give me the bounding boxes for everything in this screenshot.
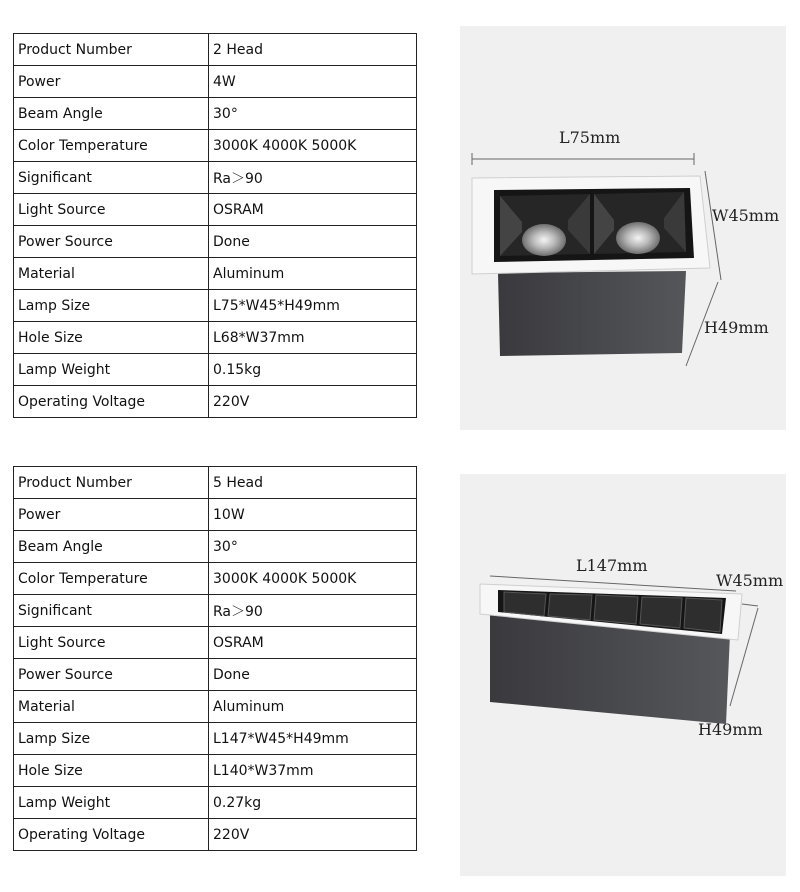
spec-label: Power (14, 499, 209, 531)
spec-label: Color Temperature (14, 563, 209, 595)
spec-value: L140*W37mm (209, 755, 417, 787)
table-row (14, 66, 417, 98)
table-row (14, 531, 417, 563)
spec-value: L75*W45*H49mm (209, 290, 417, 322)
spec-label: Operating Voltage (14, 386, 209, 418)
spec-value: 30° (209, 98, 417, 130)
width-dimension-label: W45mm (712, 206, 780, 225)
spec-label: Power (14, 66, 209, 98)
spec-label: Beam Angle (14, 98, 209, 130)
spec-label: Significant (14, 162, 209, 194)
table-row (14, 787, 417, 819)
table-row (14, 819, 417, 851)
spec-label: Lamp Weight (14, 787, 209, 819)
spec-value: Done (209, 226, 417, 258)
table-row (14, 386, 417, 418)
table-row (14, 499, 417, 531)
spec-label: Material (14, 691, 209, 723)
spec-label: Light Source (14, 194, 209, 226)
table-row (14, 659, 417, 691)
spec-label: Significant (14, 595, 209, 627)
table-row (14, 258, 417, 290)
table-row (14, 98, 417, 130)
table-row (14, 322, 417, 354)
table-row (14, 627, 417, 659)
spec-value: 5 Head (209, 467, 417, 499)
height-dimension-label: H49mm (704, 318, 769, 337)
lamp-2-head-illustration (460, 26, 786, 430)
table-row (14, 162, 417, 194)
spec-value: Done (209, 659, 417, 691)
spec-table-5-head (13, 466, 417, 851)
table-row (14, 194, 417, 226)
product-photo-5-head (460, 474, 786, 876)
spec-value: 3000K 4000K 5000K (209, 130, 417, 162)
spec-value: L68*W37mm (209, 322, 417, 354)
length-dimension-label: L147mm (576, 556, 648, 575)
spec-value: 220V (209, 819, 417, 851)
spec-value: 2 Head (209, 34, 417, 66)
table-row (14, 467, 417, 499)
spec-value: 0.27kg (209, 787, 417, 819)
spec-label: Hole Size (14, 322, 209, 354)
spec-label: Product Number (14, 34, 209, 66)
spec-value: 3000K 4000K 5000K (209, 563, 417, 595)
width-dimension-label: W45mm (716, 571, 784, 590)
height-dimension-label: H49mm (698, 720, 763, 739)
spec-value: 4W (209, 66, 417, 98)
table-row (14, 290, 417, 322)
spec-value: Ra＞90 (209, 162, 417, 194)
spec-label: Lamp Weight (14, 354, 209, 386)
spec-label: Color Temperature (14, 130, 209, 162)
table-row (14, 130, 417, 162)
spec-label: Hole Size (14, 755, 209, 787)
length-dimension-label: L75mm (559, 128, 621, 147)
spec-value: 10W (209, 499, 417, 531)
spec-value: OSRAM (209, 627, 417, 659)
spec-label: Lamp Size (14, 290, 209, 322)
spec-label: Power Source (14, 226, 209, 258)
spec-label: Lamp Size (14, 723, 209, 755)
table-row (14, 691, 417, 723)
table-row (14, 595, 417, 627)
spec-value: L147*W45*H49mm (209, 723, 417, 755)
spec-value: 0.15kg (209, 354, 417, 386)
spec-value: 30° (209, 531, 417, 563)
spec-label: Power Source (14, 659, 209, 691)
spec-label: Operating Voltage (14, 819, 209, 851)
table-row (14, 563, 417, 595)
table-row (14, 755, 417, 787)
spec-table-2-head (13, 33, 417, 418)
spec-label: Product Number (14, 467, 209, 499)
table-row (14, 226, 417, 258)
table-row (14, 723, 417, 755)
spec-value: Aluminum (209, 258, 417, 290)
spec-value: OSRAM (209, 194, 417, 226)
spec-label: Material (14, 258, 209, 290)
spec-label: Beam Angle (14, 531, 209, 563)
product-photo-2-head (460, 26, 786, 430)
spec-value: Aluminum (209, 691, 417, 723)
spec-value: 220V (209, 386, 417, 418)
table-row (14, 354, 417, 386)
spec-label: Light Source (14, 627, 209, 659)
lamp-5-head-illustration (460, 474, 786, 876)
table-row (14, 34, 417, 66)
spec-value: Ra＞90 (209, 595, 417, 627)
